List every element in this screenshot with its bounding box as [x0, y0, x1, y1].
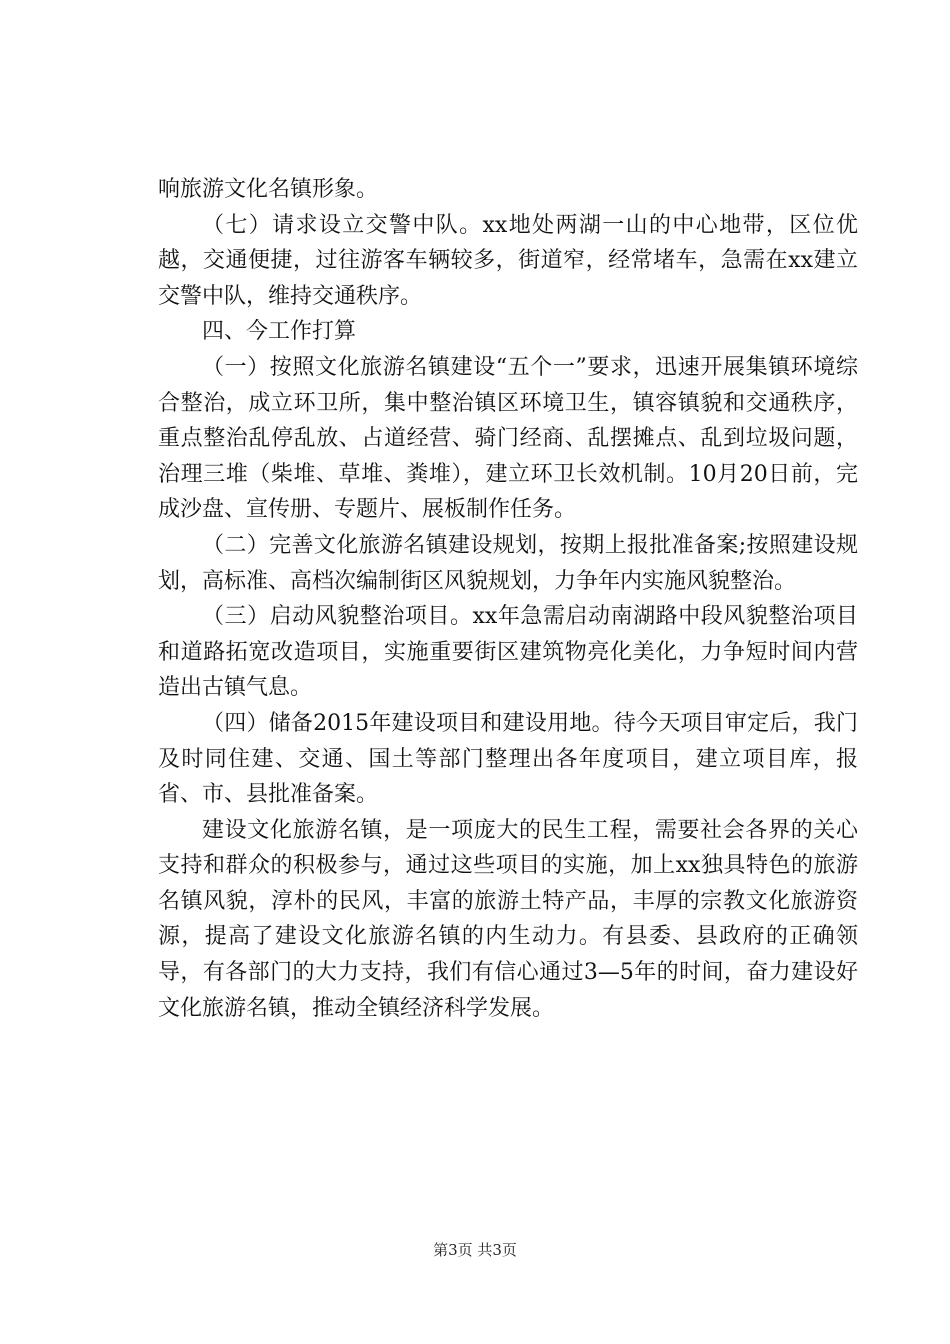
paragraph-plan-one: （一）按照文化旅游名镇建设“五个一”要求，迅速开展集镇环境综合整治，成立环卫所，集中整治镇区环境卫生，镇容镇貌和交通秩序，重点整治乱停乱放、占道经营、骑门经商、乱摆摊点、乱到垃圾问题，治理三堆（柴堆、草堆、粪堆），建立环卫长效机制。10月20日前，完成沙盘、宣传册、专题片、展板制作任务。 — [158, 354, 858, 523]
paragraph-plan-two: （二）完善文化旅游名镇建设规划，按期上报批准备案;按照建设规划，高标准、高档次编制街区风貌规划，力争年内实施风貌整治。 — [158, 532, 858, 594]
paragraph-conclusion: 建设文化旅游名镇，是一项庞大的民生工程，需要社会各界的关心支持和群众的积极参与，通过这些项目的实施，加上xx独具特色的旅游名镇风貌，淳朴的民风，丰富的旅游土特产品，丰厚的宗教文化旅游资源，提高了建设文化旅游名镇的内生动力。有县委、县政府的正确领导，有各部门的大力支持，我们有信心通过3—5年的时间，奋力建设好文化旅游名镇，推动全镇经济科学发展。 — [158, 817, 858, 1021]
page-footer — [0, 1240, 950, 1260]
document-body — [158, 172, 858, 1026]
paragraph-traffic-police: （七）请求设立交警中队。xx地处两湖一山的中心地带，区位优越，交通便捷，过往游客车辆较多，街道窄，经常堵车，急需在xx建立交警中队，维持交通秩序。 — [158, 212, 858, 309]
page-number-label: 第3页 共3页 — [433, 1241, 517, 1259]
paragraph-plan-three: （三）启动风貌整治项目。xx年急需启动南湖路中段风貌整治项目和道路拓宽改造项目，实施重要街区建筑物亮化美化，力争短时间内营造出古镇气息。 — [158, 604, 858, 701]
paragraph-plan-four: （四）储备2015年建设项目和建设用地。待今天项目审定后，我门及时同住建、交通、国土等部门整理出各年度项目，建立项目库，报省、市、县批准备案。 — [158, 710, 858, 808]
section-heading-work-plan: 四、今工作打算 — [202, 319, 357, 345]
paragraph-continuation: 响旅游文化名镇形象。 — [158, 177, 379, 202]
